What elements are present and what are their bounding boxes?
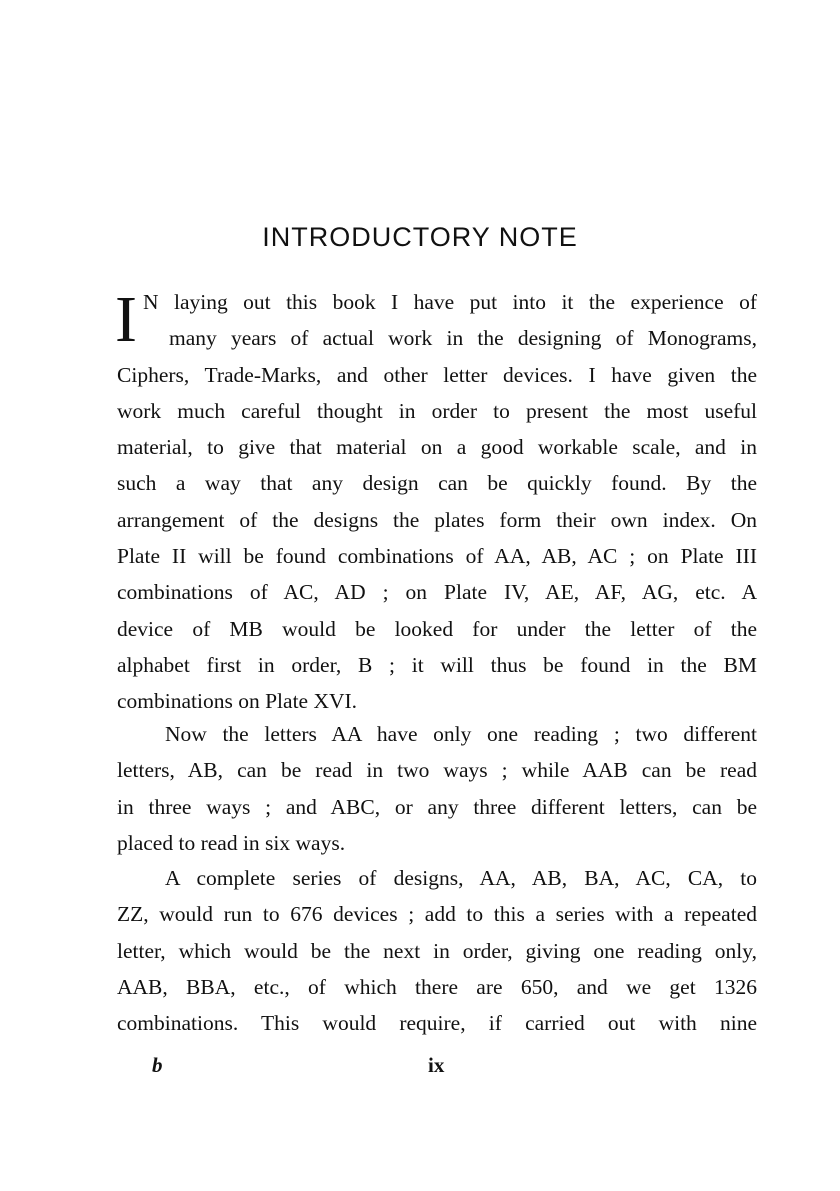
text-line: combinations on Plate XVI.	[117, 689, 358, 714]
text-line: Now the letters AA have only one reading ; two different	[165, 722, 757, 746]
text-line: arrangement of the designs the plates form their own index. On	[117, 507, 757, 532]
page-number: ix	[428, 1053, 445, 1077]
text-line: combinations. This would require, if carried out with nine	[117, 1011, 757, 1036]
text-line: material, to give that material on a good workable scale, and in	[117, 435, 757, 460]
text-line: ZZ, would run to 676 devices ; add to this a series with a repeated	[117, 902, 757, 927]
page-title: INTRODUCTORY NOTE	[262, 222, 578, 252]
text-line: Ciphers, Trade-Marks, and other letter devices. I have given the	[117, 362, 757, 387]
text-line: N laying out this book I have put into it the experience of	[143, 290, 757, 314]
text-line: alphabet first in order, B ; it will thus be found in the BM	[117, 652, 757, 677]
drop-cap: I	[115, 283, 137, 356]
text-line: placed to read in six ways.	[117, 830, 346, 855]
text-line: many years of actual work in the designing of Monograms,	[169, 326, 757, 351]
paragraph-2	[117, 716, 757, 861]
text-line: work much careful thought in order to present the most useful	[117, 398, 757, 423]
signature-mark: b	[152, 1053, 163, 1077]
text-line: AAB, BBA, etc., of which there are 650, and we get 1326	[117, 974, 757, 999]
text-line: letter, which would be the next in order, giving one reading only,	[117, 938, 757, 963]
text-line: A complete series of designs, AA, AB, BA, AC, CA, to	[165, 866, 757, 890]
paragraph-3	[117, 860, 757, 1041]
text-line: in three ways ; and ABC, or any three different letters, can be	[117, 794, 757, 819]
text-line: Plate II will be found combinations of AA, AB, AC ; on Plate III	[117, 544, 757, 569]
paragraph-1	[117, 284, 757, 720]
text-line: combinations of AC, AD ; on Plate IV, AE, AF, AG, etc. A	[117, 580, 757, 605]
text-line: letters, AB, can be read in two ways ; while AAB can be read	[117, 758, 757, 783]
text-line: such a way that any design can be quickly found. By the	[117, 471, 757, 496]
text-line: device of MB would be looked for under the letter of the	[117, 616, 757, 641]
